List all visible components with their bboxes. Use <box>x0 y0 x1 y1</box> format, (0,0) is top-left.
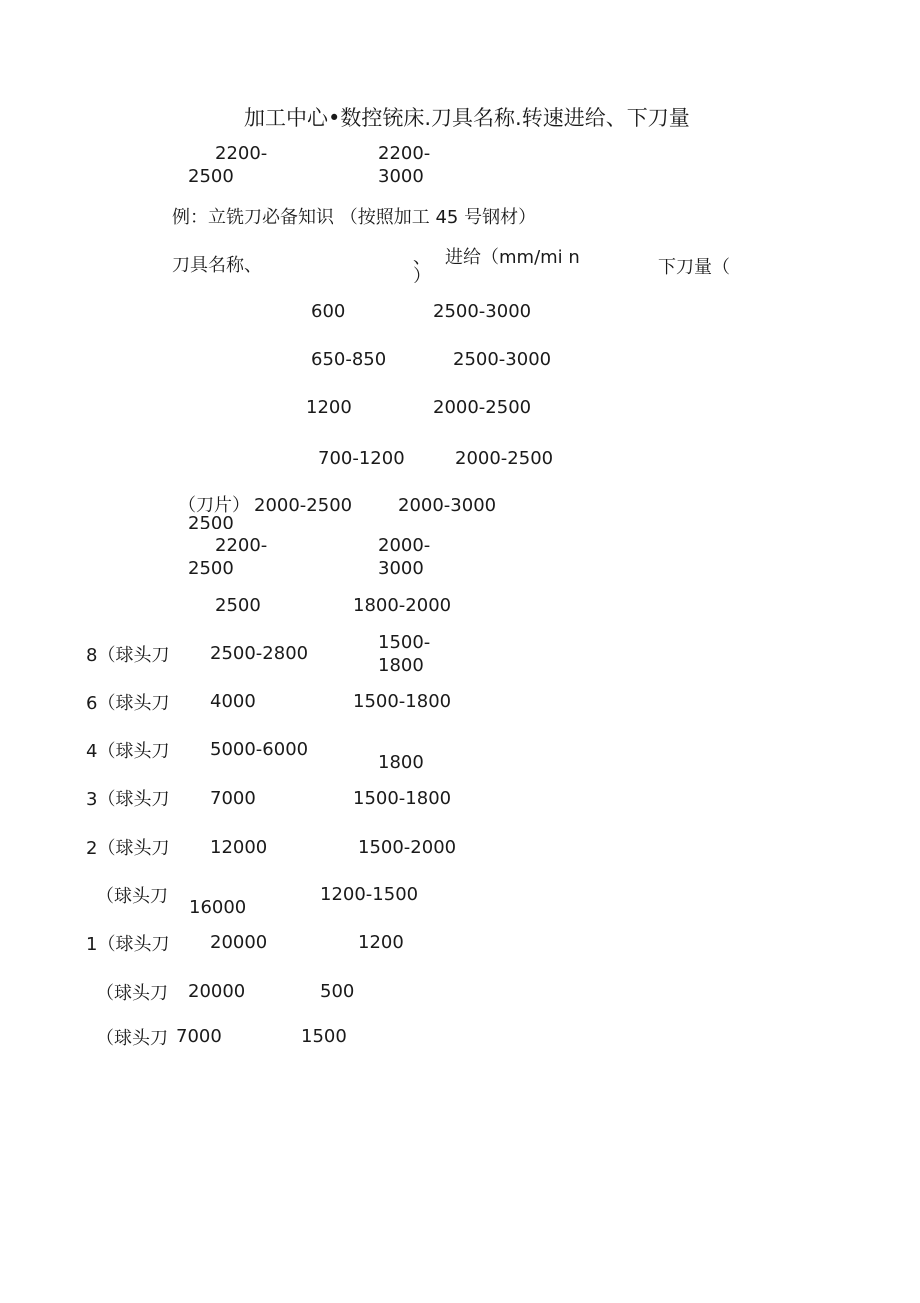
row-feed-line2: 1800 <box>378 655 424 676</box>
row-speed: 20000 <box>188 981 246 1002</box>
subtitle: 例：立铣刀必备知识 （按照加工 45 号钢材） <box>172 207 537 228</box>
header-speed <box>311 247 365 283</box>
row-feed: 2000-2500 <box>455 448 554 469</box>
row-speed: 700-1200 <box>318 448 405 469</box>
row-feed: 1200 <box>358 932 404 953</box>
top-feed-line2: 3000 <box>378 166 424 187</box>
row-feed: 1200-1500 <box>320 884 419 905</box>
row-feed: 500 <box>320 981 355 1002</box>
row-feed: 1800-2000 <box>353 595 452 616</box>
header-tool-name: 刀具名称、 <box>172 255 262 276</box>
row-name: 8（球头刀 <box>86 645 170 666</box>
row-speed: 1200 <box>306 397 352 418</box>
table-row-name <box>172 296 273 336</box>
row-name: （球头刀 <box>96 886 168 907</box>
row-speed-line1: 2200- <box>215 535 268 556</box>
row-feed: 1500 <box>301 1026 347 1047</box>
header-separator: 、 <box>413 247 431 268</box>
row-feed: 1500-2000 <box>358 837 457 858</box>
table-row-name <box>172 392 255 432</box>
row-feed: 2500-3000 <box>433 301 532 322</box>
top-speed-line2: 2500 <box>188 166 234 187</box>
row-speed: 2500-2800 <box>210 643 309 664</box>
header-paren-close: ） <box>413 266 431 283</box>
row-speed: 4000 <box>210 691 256 712</box>
row-speed: 20000 <box>210 932 268 953</box>
table-row-name <box>172 440 255 482</box>
row-speed: 16000 <box>189 897 247 918</box>
table-row-name <box>86 493 163 531</box>
header-feed: 进给（mm/mi n <box>445 247 580 268</box>
row-feed-line2: 3000 <box>378 558 424 579</box>
row-name: （球头刀 <box>96 983 168 1004</box>
row-feed-line1: 2000- <box>378 535 431 556</box>
top-feed-line1: 2200- <box>378 143 431 164</box>
row-feed: 1500-1800 <box>353 788 452 809</box>
row-feed: 2500-3000 <box>453 349 552 370</box>
row-name: 2（球头刀 <box>86 838 170 859</box>
row-speed-prefix: （刀片） <box>178 495 250 516</box>
table-row-name <box>172 344 273 384</box>
row-name: （球头刀 <box>96 1028 168 1049</box>
row-feed: 2000-3000 <box>398 495 497 516</box>
row-speed: 2500 <box>215 595 261 616</box>
row-name: 6（球头刀 <box>86 693 170 714</box>
top-tool-name <box>86 147 169 189</box>
row-speed: 2000-2500 <box>254 495 353 516</box>
row-speed: 7000 <box>210 788 256 809</box>
page-title: 加工中心•数控铳床.刀具名称.转速进给、下刀量 <box>244 106 690 130</box>
table-row-name <box>86 541 163 579</box>
row-speed: 600 <box>311 301 346 322</box>
row-speed-line2: 2500 <box>188 558 234 579</box>
row-feed: 1800 <box>378 752 424 773</box>
row-name: 1（球头刀 <box>86 934 170 955</box>
row-feed: 2000-2500 <box>433 397 532 418</box>
row-speed: 650-850 <box>311 349 387 370</box>
row-speed: 5000-6000 <box>210 739 309 760</box>
header-depth: 下刀量（ <box>658 257 730 278</box>
row-speed-sub: 2500 <box>188 513 234 529</box>
row-feed-line1: 1500- <box>378 632 431 653</box>
top-speed-line1: 2200- <box>215 143 268 164</box>
row-speed: 12000 <box>210 837 268 858</box>
row-speed: 7000 <box>176 1026 222 1047</box>
row-name: 4（球头刀 <box>86 741 170 762</box>
row-name: 3（球头刀 <box>86 789 170 810</box>
row-feed: 1500-1800 <box>353 691 452 712</box>
table-row-name <box>86 588 163 626</box>
